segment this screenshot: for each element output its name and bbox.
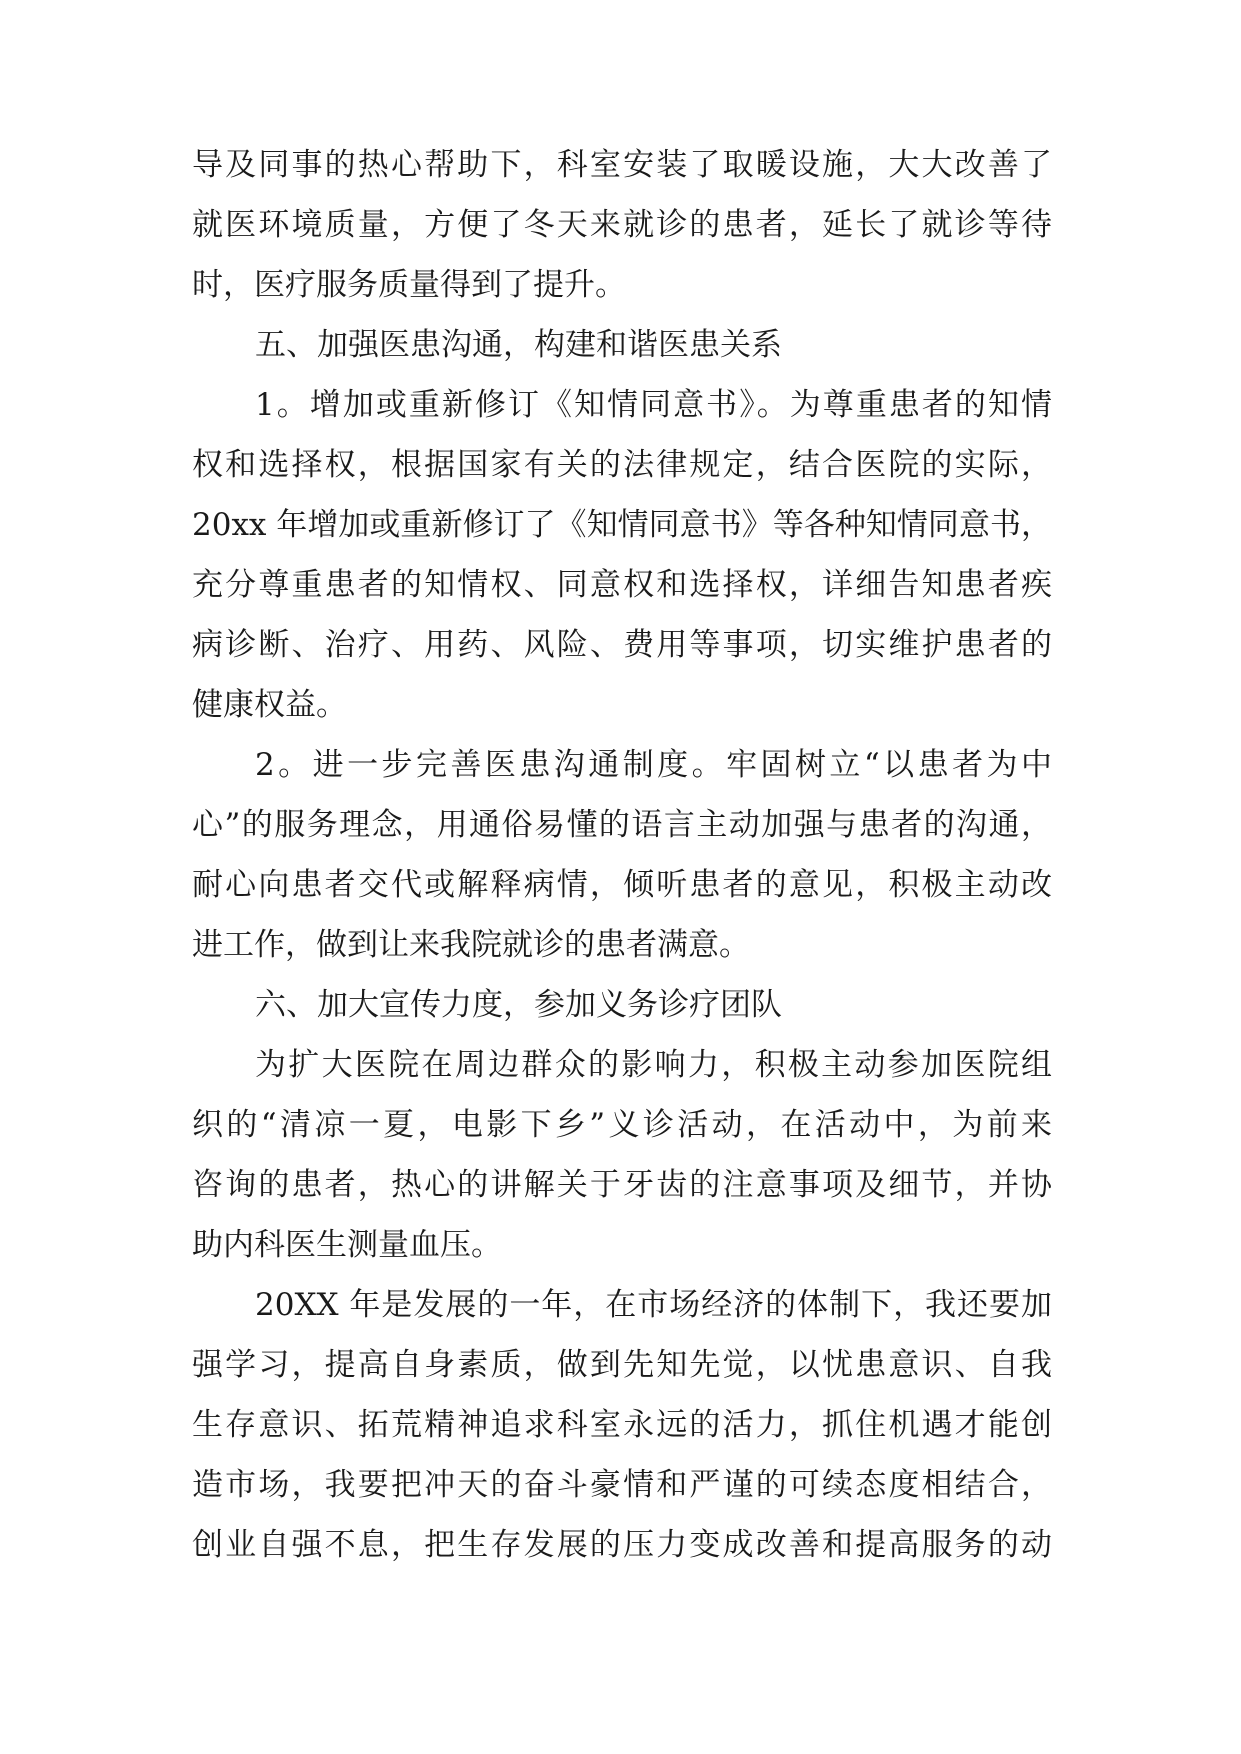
body-text-line: 20xx 年增加或重新修订了《知情同意书》等各种知情同意书， [192, 507, 1052, 543]
body-text-line: 就医环境质量，方便了冬天来就诊的患者，延长了就诊等待 [192, 207, 1052, 243]
body-text-line: 强学习，提高自身素质，做到先知先觉，以忧患意识、自我 [192, 1347, 1052, 1383]
body-text-line: 生存意识、拓荒精神追求科室永远的活力，抓住机遇才能创 [192, 1407, 1052, 1443]
body-text-line: 咨询的患者，热心的讲解关于牙齿的注意事项及细节，并协 [192, 1167, 1052, 1203]
body-text-line: 造市场，我要把冲天的奋斗豪情和严谨的可续态度相结合， [192, 1467, 1052, 1503]
body-text-line: 导及同事的热心帮助下，科室安装了取暖设施，大大改善了 [192, 147, 1052, 183]
body-text-line: 为扩大医院在周边群众的影响力，积极主动参加医院组 [255, 1047, 1052, 1083]
body-text-line: 助内科医生测量血压。 [192, 1227, 502, 1263]
body-text-line: 充分尊重患者的知情权、同意权和选择权，详细告知患者疾 [192, 567, 1052, 603]
body-text-line: 织的“清凉一夏，电影下乡”义诊活动，在活动中，为前来 [192, 1107, 1052, 1143]
body-text-line: 2。进一步完善医患沟通制度。牢固树立“以患者为中 [255, 747, 1052, 783]
body-text-line: 1。增加或重新修订《知情同意书》。为尊重患者的知情 [255, 387, 1052, 423]
body-text-line: 耐心向患者交代或解释病情，倾听患者的意见，积极主动改 [192, 867, 1052, 903]
body-text-line: 权和选择权，根据国家有关的法律规定，结合医院的实际， [192, 447, 1052, 483]
body-text-line: 健康权益。 [192, 687, 347, 723]
body-text-line: 20XX 年是发展的一年，在市场经济的体制下，我还要加 [255, 1287, 1052, 1323]
body-text-line: 心”的服务理念，用通俗易懂的语言主动加强与患者的沟通， [192, 807, 1052, 843]
section-heading-5: 五、加强医患沟通，构建和谐医患关系 [255, 327, 782, 363]
body-text-line: 时，医疗服务质量得到了提升。 [192, 267, 626, 303]
body-text-line: 病诊断、治疗、用药、风险、费用等事项，切实维护患者的 [192, 627, 1052, 663]
section-heading-6: 六、加大宣传力度，参加义务诊疗团队 [255, 987, 782, 1023]
body-text-line: 进工作，做到让来我院就诊的患者满意。 [192, 927, 750, 963]
body-text-line: 创业自强不息，把生存发展的压力变成改善和提高服务的动 [192, 1527, 1052, 1563]
